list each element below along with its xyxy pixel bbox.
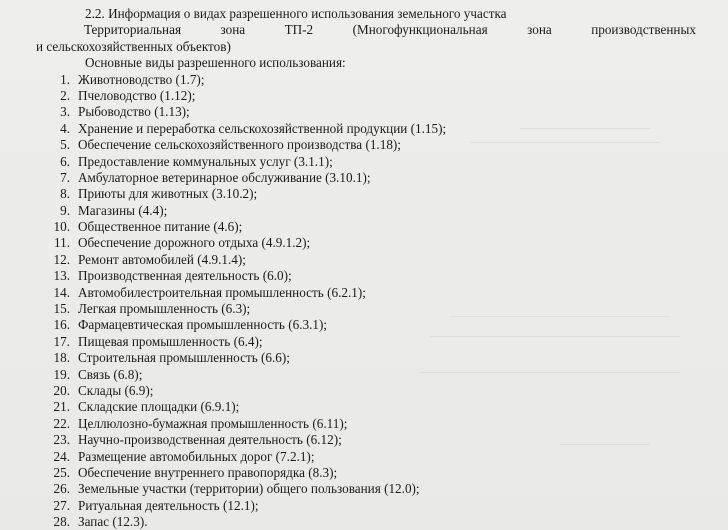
list-item-text: Фармацевтическая промышленность (6.3.1); bbox=[78, 317, 328, 333]
list-item-number: 14. bbox=[53, 284, 70, 300]
zone-word: ТП-2 bbox=[284, 22, 314, 38]
list-item-text: Размещение автомобильных дорог (7.2.1); bbox=[78, 448, 315, 464]
zone-word: зона bbox=[220, 22, 246, 38]
list-item-number: 24. bbox=[53, 448, 70, 464]
zone-continuation: и сельскохозяйственных объектов) bbox=[36, 38, 231, 54]
document-body bbox=[0, 6, 728, 530]
list-item-number: 22. bbox=[53, 415, 70, 431]
list-item-text: Обеспечение дорожного отдыха (4.9.1.2); bbox=[78, 235, 311, 251]
list-item-text: Автомобилестроительная промышленность (6.2.1); bbox=[78, 284, 366, 300]
list-item-number: 20. bbox=[53, 382, 70, 398]
list-item-number: 17. bbox=[53, 333, 70, 349]
zone-word: (Многофункциональная bbox=[352, 22, 488, 38]
list-item bbox=[0, 186, 728, 202]
list-item-text: Складские площадки (6.9.1); bbox=[78, 399, 240, 415]
list-item-number: 23. bbox=[53, 432, 70, 448]
list-item bbox=[0, 88, 728, 104]
list-item bbox=[0, 219, 728, 235]
list-item bbox=[0, 317, 728, 333]
list-item bbox=[0, 399, 728, 415]
list-item bbox=[0, 449, 728, 465]
list-item bbox=[0, 154, 728, 170]
list-item-text: Общественное питание (4.6); bbox=[78, 219, 243, 235]
list-item-number: 4. bbox=[60, 120, 70, 136]
list-item-text: Земельные участки (территории) общего пользования (12.0); bbox=[78, 481, 420, 497]
list-item-number: 26. bbox=[53, 481, 70, 497]
list-item-number: 10. bbox=[53, 219, 70, 235]
list-item-text: Предоставление коммунальных услуг (3.1.1); bbox=[78, 153, 333, 169]
list-item-text: Целлюлозно-бумажная промышленность (6.11); bbox=[78, 415, 348, 431]
list-item bbox=[0, 498, 728, 514]
list-item-text: Пчеловодство (1.12); bbox=[78, 87, 196, 103]
list-item-number: 7. bbox=[60, 169, 70, 185]
list-item-text: Пищевая промышленность (6.4); bbox=[78, 333, 263, 349]
list-item-text: Склады (6.9); bbox=[78, 382, 154, 398]
list-item-number: 6. bbox=[60, 153, 70, 169]
list-item-text: Легкая промышленность (6.3); bbox=[78, 301, 251, 317]
subheading: Основные виды разрешенного использования: bbox=[85, 55, 346, 71]
list-item bbox=[0, 170, 728, 186]
list-item bbox=[0, 121, 728, 137]
list-item-number: 27. bbox=[53, 497, 70, 513]
list-item-text: Рыбоводство (1.13); bbox=[78, 104, 190, 120]
list-item-text: Строительная промышленность (6.6); bbox=[78, 350, 290, 366]
list-item-number: 3. bbox=[60, 104, 70, 120]
list-item-text: Хранение и переработка сельскохозяйственной продукции (1.15); bbox=[78, 120, 447, 136]
zone-word: зона bbox=[527, 22, 552, 38]
list-item bbox=[0, 301, 728, 317]
list-item bbox=[0, 235, 728, 251]
list-item bbox=[0, 514, 728, 530]
list-item-text: Магазины (4.4); bbox=[78, 202, 168, 218]
list-item-number: 9. bbox=[60, 202, 70, 218]
section-heading: 2.2. Информация о видах разрешенного использования земельного участка bbox=[85, 6, 507, 21]
list-item bbox=[0, 481, 728, 497]
list-item bbox=[0, 203, 728, 219]
list-item-number: 2. bbox=[60, 87, 70, 103]
list-item-number: 13. bbox=[53, 268, 70, 284]
list-item bbox=[0, 432, 728, 448]
zone-word: производственных bbox=[591, 22, 696, 38]
list-item-text: Животноводство (1.7); bbox=[78, 71, 205, 87]
list-item bbox=[0, 137, 728, 153]
list-item-number: 1. bbox=[60, 71, 70, 87]
list-item-number: 11. bbox=[54, 235, 70, 251]
list-item-text: Обеспечение сельскохозяйственного производства (1.18); bbox=[78, 137, 401, 153]
list-item-text: Научно-производственная деятельность (6.12); bbox=[78, 432, 342, 448]
list-item-number: 21. bbox=[53, 399, 70, 415]
list-item-number: 19. bbox=[53, 366, 70, 382]
list-item bbox=[0, 252, 728, 268]
list-item bbox=[0, 268, 728, 284]
list-item-text: Ритуальная деятельность (12.1); bbox=[78, 497, 259, 513]
list-item-number: 15. bbox=[53, 301, 70, 317]
list-item-text: Ремонт автомобилей (4.9.1.4); bbox=[78, 251, 246, 267]
list-item bbox=[0, 104, 728, 120]
list-item bbox=[0, 367, 728, 383]
list-item bbox=[0, 285, 728, 301]
list-item-number: 28. bbox=[53, 514, 70, 530]
list-item bbox=[0, 416, 728, 432]
list-item-text: Обеспечение внутреннего правопорядка (8.3); bbox=[78, 464, 338, 480]
list-item bbox=[0, 465, 728, 481]
list-item-number: 25. bbox=[53, 464, 70, 480]
list-item-number: 12. bbox=[53, 251, 70, 267]
permitted-use-list bbox=[0, 72, 728, 530]
list-item-text: Амбулаторное ветеринарное обслуживание (3.10.1); bbox=[78, 169, 371, 185]
list-item-text: Приюты для животных (3.10.2); bbox=[78, 186, 258, 202]
list-item-number: 8. bbox=[60, 186, 70, 202]
list-item bbox=[0, 72, 728, 88]
list-item-number: 18. bbox=[53, 350, 70, 366]
list-item-text: Связь (6.8); bbox=[78, 366, 143, 382]
list-item bbox=[0, 334, 728, 350]
list-item bbox=[0, 383, 728, 399]
list-item-text: Запас (12.3). bbox=[78, 514, 148, 530]
list-item bbox=[0, 350, 728, 366]
list-item-text: Производственная деятельность (6.0); bbox=[78, 268, 292, 284]
list-item-number: 5. bbox=[60, 137, 70, 153]
list-item-number: 16. bbox=[53, 317, 70, 333]
zone-word: Территориальная bbox=[84, 22, 182, 38]
zone-line bbox=[0, 22, 728, 38]
